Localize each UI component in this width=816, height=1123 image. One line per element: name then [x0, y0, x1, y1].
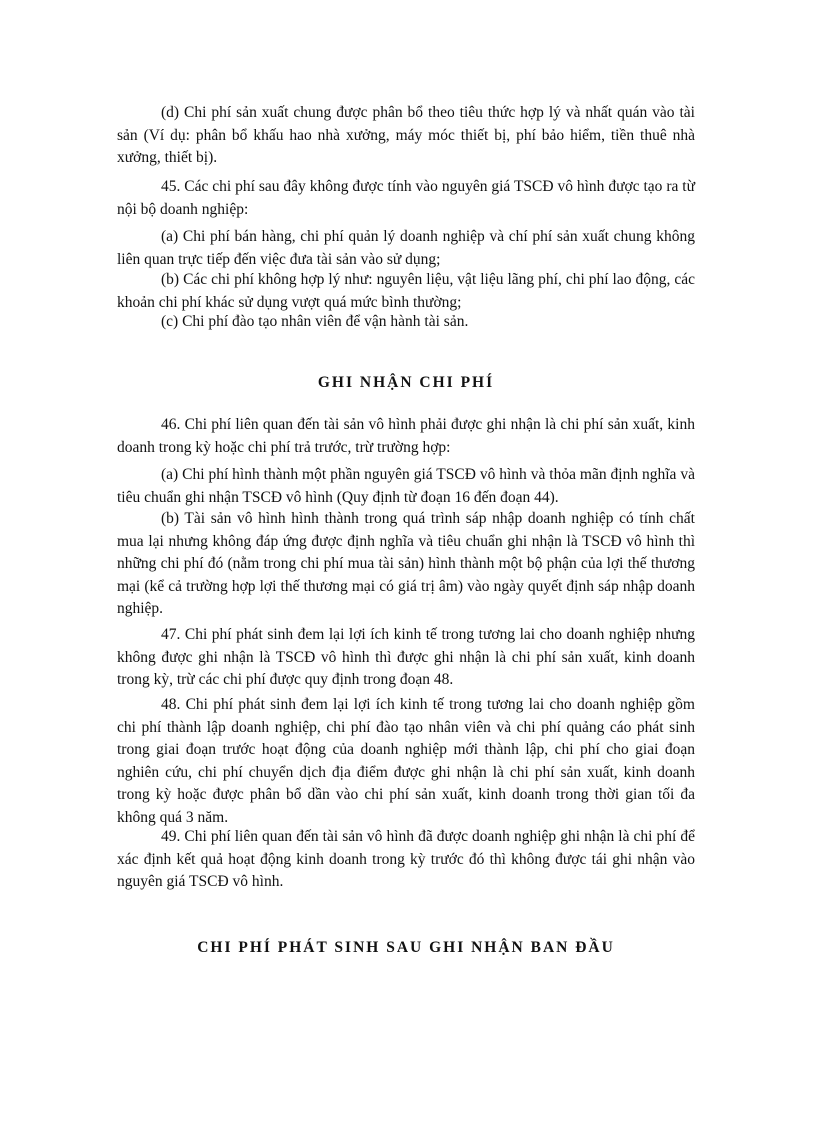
paragraph-45c-text: (c) Chi phí đào tạo nhân viên để vận hành tài sản. — [161, 313, 469, 330]
paragraph-45b-text: (b) Các chi phí không hợp lý như: nguyên liệu, vật liệu lãng phí, chi phí lao động, các khoản chi phí khác sử dụng vượt quá mức bình thường; — [117, 271, 695, 311]
paragraph-44d — [117, 102, 695, 170]
paragraph-46a — [117, 464, 695, 509]
paragraph-45a-text: (a) Chi phí bán hàng, chi phí quản lý doanh nghiệp và chí phí sản xuất chung không liên quan trực tiếp đến việc đưa tài sản vào sử dụng; — [117, 228, 695, 268]
paragraph-48-text: 48. Chi phí phát sinh đem lại lợi ích kinh tế trong tương lai cho doanh nghiệp gồm chi phí thành lập doanh nghiệp, chi phí đào tạo nhân viên và chi phí quảng cáo phát sinh trong giai đoạn trước hoạt động của doanh nghiệp mới thành lập, chi phí cho giai đoạn nghiên cứu, chi phí chuyển dịch địa điểm được ghi nhận là chi phí sản xuất, kinh doanh trong kỳ hoặc được phân bổ dần vào chi phí sản xuất, kinh doanh trong thời gian tối đa không quá 3 năm. — [117, 696, 695, 826]
paragraph-46 — [117, 414, 695, 459]
paragraph-49-text: 49. Chi phí liên quan đến tài sản vô hình đã được doanh nghiệp ghi nhận là chi phí để xác định kết quả hoạt động kinh doanh trong kỳ trước đó thì không được tái ghi nhận vào nguyên giá TSCĐ vô hình. — [117, 828, 695, 890]
paragraph-45 — [117, 176, 695, 221]
paragraph-47-text: 47. Chi phí phát sinh đem lại lợi ích kinh tế trong tương lai cho doanh nghiệp nhưng không được ghi nhận là TSCĐ vô hình thì được ghi nhận là chi phí sản xuất, kinh doanh trong kỳ, trừ các chi phí được quy định trong đoạn 48. — [117, 626, 695, 688]
paragraph-46b — [117, 508, 695, 621]
paragraph-46b-text: (b) Tài sản vô hình hình thành trong quá trình sáp nhập doanh nghiệp có tính chất mua lại nhưng không đáp ứng được định nghĩa và tiêu chuẩn ghi nhận là TSCĐ vô hình thì những chi phí đó (nằm trong chi phí mua tài sản) hình thành một bộ phận của lợi thế thương mại (kể cả trường hợp lợi thế thương mại có giá trị âm) vào ngày quyết định sáp nhập doanh nghiệp. — [117, 510, 695, 617]
paragraph-45-text: 45. Các chi phí sau đây không được tính vào nguyên giá TSCĐ vô hình được tạo ra từ nội bộ doanh nghiệp: — [117, 178, 695, 218]
paragraph-44d-text: (d) Chi phí sản xuất chung được phân bổ theo tiêu thức hợp lý và nhất quán vào tài sản (Ví dụ: phân bổ khấu hao nhà xưởng, máy móc thiết bị, phí bảo hiểm, tiền thuê nhà xưởng, thiết bị). — [117, 104, 695, 166]
paragraph-45b — [117, 269, 695, 314]
paragraph-47 — [117, 624, 695, 692]
paragraph-46-text: 46. Chi phí liên quan đến tài sản vô hình phải được ghi nhận là chi phí sản xuất, kinh doanh trong kỳ hoặc chi phí trả trước, trừ trường hợp: — [117, 416, 695, 456]
section-heading-ghi-nhan-chi-phi: GHI NHẬN CHI PHÍ — [317, 374, 495, 391]
paragraph-45a — [117, 226, 695, 271]
section-heading-chi-phi-phat-sinh: CHI PHÍ PHÁT SINH SAU GHI NHẬN BAN ĐẦU — [197, 939, 615, 956]
paragraph-45c — [117, 311, 695, 334]
paragraph-46a-text: (a) Chi phí hình thành một phần nguyên giá TSCĐ vô hình và thỏa mãn định nghĩa và tiêu chuẩn ghi nhận TSCĐ vô hình (Quy định từ đoạn 16 đến đoạn 44). — [117, 466, 695, 506]
paragraph-48 — [117, 694, 695, 829]
paragraph-49 — [117, 826, 695, 894]
